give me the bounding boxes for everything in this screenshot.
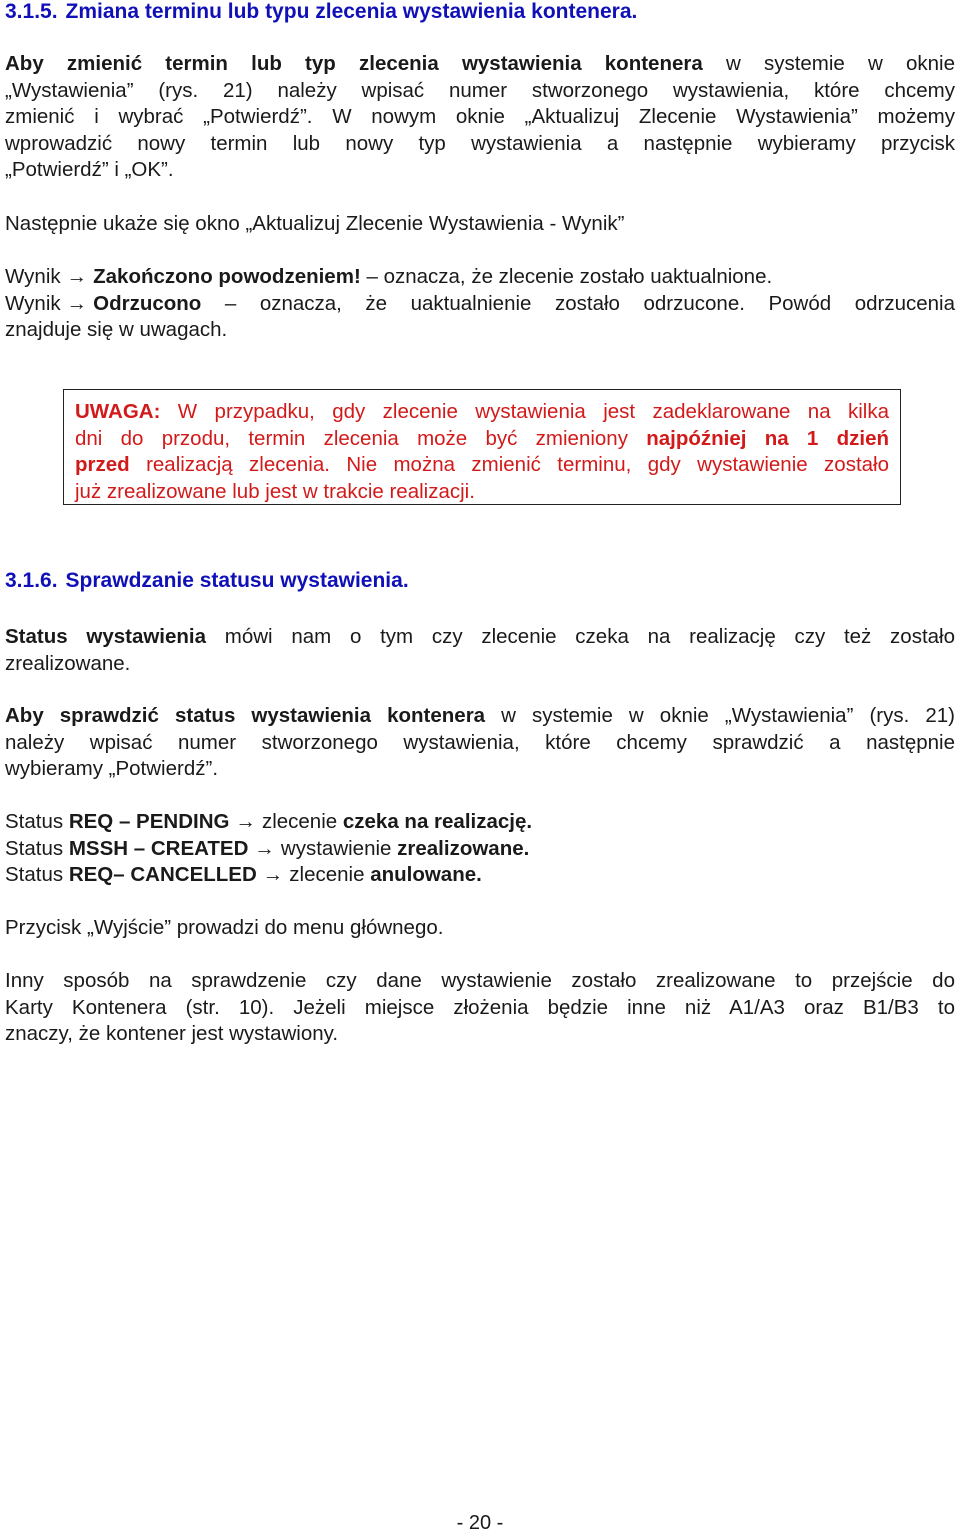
arrow-right-icon: →	[235, 810, 256, 833]
text-span: mówi nam o tym czy zlecenie czeka na realizację czy też zostało	[206, 625, 955, 648]
paragraph-result-window: Następnie ukaże się okno „Aktualizuj Zlecenie Wystawienia - Wynik”	[5, 212, 625, 235]
status-meaning: anulowane.	[370, 863, 482, 886]
arrow-right-icon: →	[66, 265, 88, 288]
paragraph-line: zmienić i wybrać „Potwierdź”. W nowym oknie „Aktualizuj Zlecenie Wystawienia” możemy	[5, 105, 955, 128]
paragraph-line	[5, 624, 955, 651]
status-text: zlecenie	[261, 810, 338, 833]
status-code: REQ – PENDING	[68, 810, 230, 833]
bold-lead: Aby sprawdzić status wystawienia kontenera	[5, 704, 486, 727]
result-status: Zakończono powodzeniem!	[93, 265, 361, 288]
result-description: – oznacza, że zlecenie zostało uaktualnione.	[360, 265, 773, 288]
status-prefix: Status	[5, 836, 64, 860]
status-prefix: Status	[5, 810, 64, 833]
bold-lead: Aby zmienić termin lub typ zlecenia wystawienia kontenera	[5, 52, 703, 75]
warning-emphasis: najpóźniej na 1 dzień	[646, 426, 890, 450]
paragraph-line: znaczy, że kontener jest wystawiony.	[5, 1022, 339, 1045]
result-success-line	[5, 264, 955, 291]
page-number	[0, 1511, 960, 1535]
result-prefix: Wynik	[5, 265, 61, 288]
result-description: – oznacza, że uaktualnienie zostało odrzucone. Powód odrzucenia	[201, 291, 955, 315]
warning-line	[75, 426, 889, 453]
arrow-right-icon: →	[262, 863, 284, 886]
paragraph-line: wybieramy „Potwierdź”.	[5, 757, 219, 780]
paragraph-line: „Potwierdź” i „OK”.	[5, 158, 174, 181]
warning-box	[63, 389, 901, 505]
status-item	[5, 836, 532, 863]
result-rejected-line-2: znajduje się w uwagach.	[5, 318, 228, 341]
status-item	[5, 862, 532, 889]
warning-label: UWAGA:	[75, 400, 161, 423]
paragraph-change-instructions	[5, 51, 955, 184]
text-span: dni do przodu, termin zlecenia może być zmieniony	[75, 426, 647, 450]
arrow-right-icon: →	[254, 836, 275, 860]
status-text: zlecenie	[289, 863, 365, 886]
result-prefix: Wynik	[5, 291, 61, 315]
paragraph-line: „Wystawienia” (rys. 21) należy wpisać numer stworzonego wystawienia, które chcemy	[5, 78, 955, 102]
section-number: 3.1.5.	[5, 0, 58, 23]
warning-emphasis: przed	[75, 453, 130, 476]
status-list	[5, 809, 532, 889]
status-code: REQ– CANCELLED	[68, 863, 257, 886]
result-rejected-line	[5, 291, 955, 318]
paragraph-check-status	[5, 703, 955, 783]
section-title: Zmiana terminu lub typu zlecenia wystawienia kontenera.	[65, 0, 638, 23]
paragraph-line: Karty Kontenera (str. 10). Jeżeli miejsce złożenia będzie inne niż A1/A3 oraz B1/B3 to	[5, 995, 955, 1019]
status-meaning: czeka na realizację.	[342, 810, 533, 833]
status-meaning: zrealizowane.	[397, 836, 530, 860]
paragraph-line: Inny sposób na sprawdzenie czy dane wystawienie zostało zrealizowane to przejście do	[5, 969, 955, 992]
paragraph-alternative-method	[5, 968, 955, 1048]
status-code: MSSH – CREATED	[68, 836, 249, 860]
warning-line: już zrealizowane lub jest w trakcie realizacji.	[75, 479, 475, 503]
status-text: wystawienie	[280, 836, 392, 860]
paragraph-line	[5, 703, 955, 730]
paragraph-line	[5, 51, 955, 78]
status-prefix: Status	[5, 863, 64, 886]
paragraph-status-meaning	[5, 624, 955, 677]
paragraph-line: zrealizowane.	[5, 651, 131, 675]
paragraph-line: wprowadzić nowy termin lub nowy typ wystawienia a następnie wybieramy przycisk	[5, 131, 955, 155]
section-title: Sprawdzanie statusu wystawienia.	[65, 569, 409, 592]
text-span: realizacją zlecenia. Nie można zmienić terminu, gdy wystawienie zostało	[129, 453, 889, 476]
page-number-text: - 20 -	[456, 1512, 504, 1534]
result-status: Odrzucono	[93, 291, 202, 315]
section-heading-3-1-6	[5, 569, 409, 593]
text-span: w systemie w oknie	[702, 52, 956, 75]
section-heading-3-1-5	[5, 0, 637, 24]
paragraph-line: należy wpisać numer stworzonego wystawienia, które chcemy sprawdzić a następnie	[5, 730, 955, 754]
warning-line	[75, 452, 889, 479]
result-list	[5, 264, 955, 344]
warning-line	[75, 399, 889, 426]
section-number: 3.1.6.	[5, 569, 58, 592]
bold-lead: Status wystawienia	[5, 625, 207, 648]
text-span: w systemie w oknie „Wystawienia” (rys. 21)	[485, 704, 955, 727]
paragraph-exit-button: Przycisk „Wyjście” prowadzi do menu głównego.	[5, 916, 444, 939]
status-item	[5, 809, 532, 836]
text-span: W przypadku, gdy zlecenie wystawienia jest zadeklarowane na kilka	[160, 400, 889, 423]
arrow-right-icon: →	[66, 291, 88, 315]
